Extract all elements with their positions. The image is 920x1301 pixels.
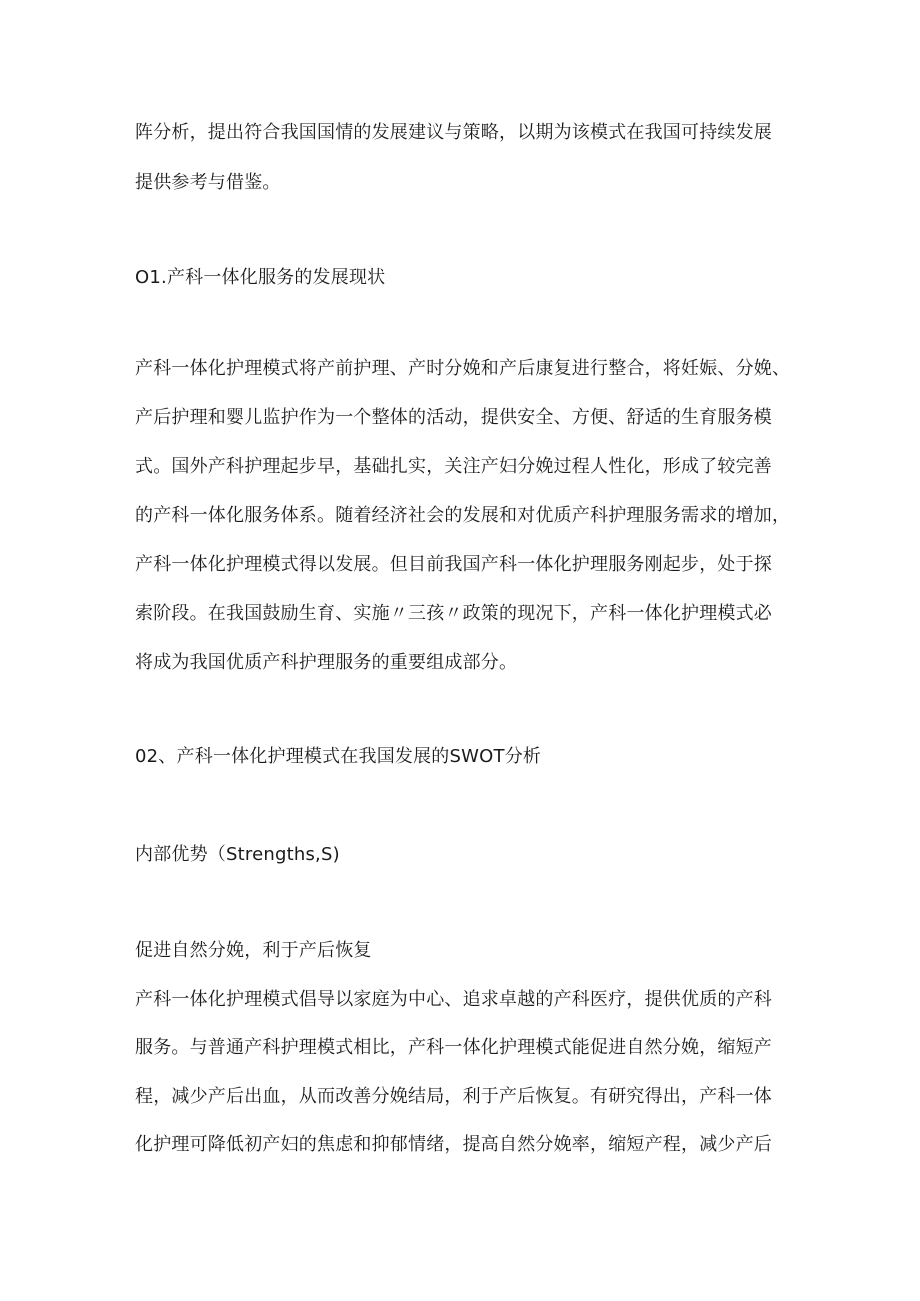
paragraph-2-line-4: 化护理可降低初产妇的焦虑和抑郁情绪，提高自然分娩率，缩短产程，减少产后 [135, 1134, 772, 1155]
paragraph-1-line-6: 索阶段。在我国鼓励生育、实施〃三孩〃政策的现况下，产科一体化护理模式必 [135, 603, 772, 624]
subsection-heading: 内部优势（Strengths,S) [135, 844, 340, 865]
paragraph-2-line-2: 服务。与普通产科护理模式相比，产科一体化护理模式能促进自然分娩，缩短产 [135, 1037, 772, 1058]
paragraph-2-line-1: 产科一体化护理模式倡导以家庭为中心、追求卓越的产科医疗，提供优质的产科 [135, 989, 772, 1010]
intro-line-2: 提供参考与借鉴。 [135, 172, 281, 193]
section-heading-1: O1.产科一体化服务的发展现状 [135, 267, 386, 288]
intro-line-1: 阵分析，提出符合我国国情的发展建议与策略，以期为该模式在我国可持续发展 [135, 122, 772, 143]
paragraph-2-line-3: 程，减少产后出血，从而改善分娩结局，利于产后恢复。有研究得出，产科一体 [135, 1086, 772, 1107]
paragraph-1-line-3: 式。国外产科护理起步早，基础扎实，关注产妇分娩过程人性化，形成了较完善 [135, 456, 772, 477]
paragraph-1-line-5: 产科一体化护理模式得以发展。但目前我国产科一体化护理服务刚起步，处于探 [135, 554, 772, 575]
paragraph-1-line-7: 将成为我国优质产科护理服务的重要组成部分。 [135, 652, 518, 673]
paragraph-1-line-4: 的产科一体化服务体系。随着经济社会的发展和对优质产科护理服务需求的增加， [135, 505, 791, 526]
section-heading-2: 02、产科一体化护理模式在我国发展的SWOT分析 [135, 746, 542, 767]
point-title: 促进自然分娩，利于产后恢复 [135, 940, 372, 961]
paragraph-1-line-1: 产科一体化护理模式将产前护理、产时分娩和产后康复进行整合，将妊娠、分娩、 [135, 358, 791, 379]
paragraph-1-line-2: 产后护理和婴儿监护作为一个整体的活动，提供安全、方便、舒适的生育服务模 [135, 407, 772, 428]
